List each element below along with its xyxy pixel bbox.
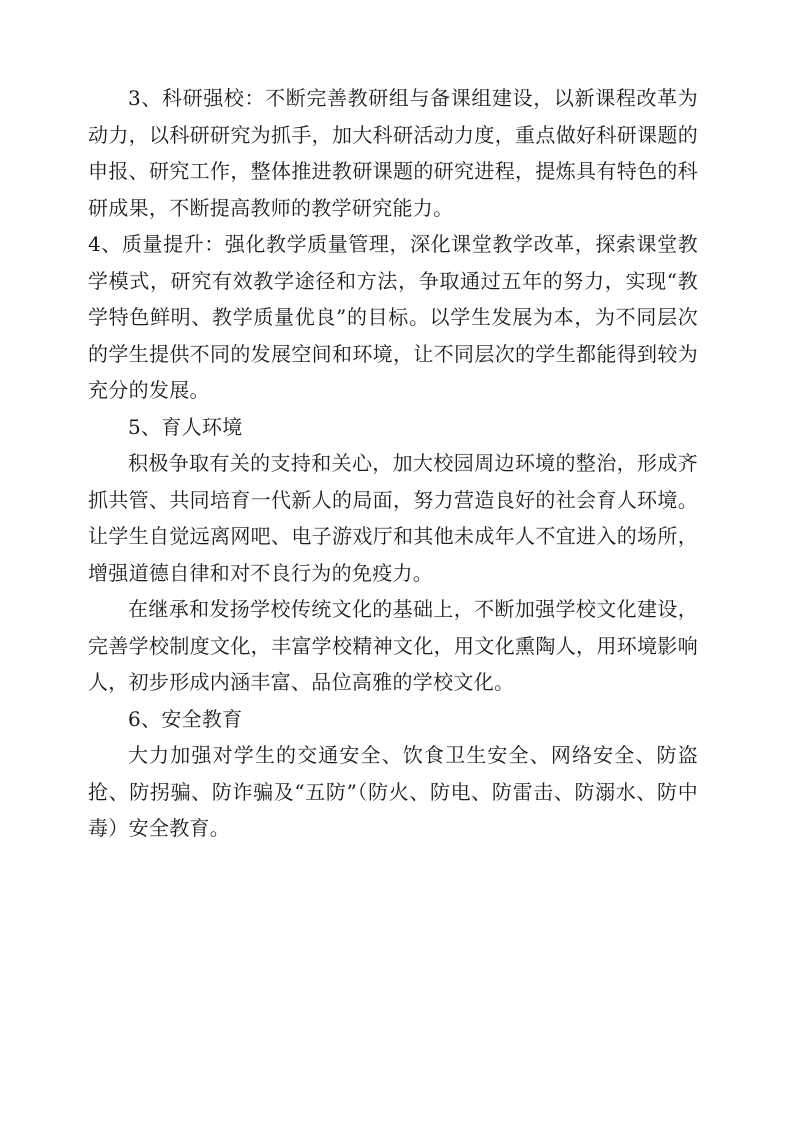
paragraph-safety-details: 大力加强对学生的交通安全、饮食卫生安全、网络安全、防盗抢、防拐骗、防诈骗及“五防”（防火、防电、防雷击、防溺水、防中毒）安全教育。 <box>88 743 698 840</box>
heading-safety-education: 6、安全教育 <box>128 706 243 731</box>
paragraph-research-school: 3、科研强校：不断完善教研组与备课组建设，以新课程改革为动力，以科研研究为抓手，加大科研活动力度，重点做好科研课题的申报、研究工作，整体推进教研课题的研究进程，提炼具有特色的科研成果，不断提高教师的教学研究能力。 <box>88 86 698 220</box>
paragraph-quality-improvement: 4、质量提升：强化教学质量管理，深化课堂教学改革，探索课堂教学模式，研究有效教学途径和方法，争取通过五年的努力，实现“教学特色鲜明、教学质量优良”的目标。以学生发展为本，为不同层次的学生提供不同的发展空间和环境，让不同层次的学生都能得到较为充分的发展。 <box>88 232 698 402</box>
paragraph-environment-support: 积极争取有关的支持和关心，加大校园周边环境的整治，形成齐抓共管、共同培育一代新人的局面，努力营造良好的社会育人环境。让学生自觉远离网吧、电子游戏厅和其他未成年人不宜进入的场所，增强道德自律和对不良行为的免疫力。 <box>88 451 698 585</box>
paragraph-school-culture: 在继承和发扬学校传统文化的基础上，不断加强学校文化建设，完善学校制度文化，丰富学校精神文化，用文化熏陶人，用环境影响人，初步形成内涵丰富、品位高雅的学校文化。 <box>88 597 698 694</box>
document-body <box>88 80 698 847</box>
heading-education-environment: 5、育人环境 <box>128 414 243 439</box>
